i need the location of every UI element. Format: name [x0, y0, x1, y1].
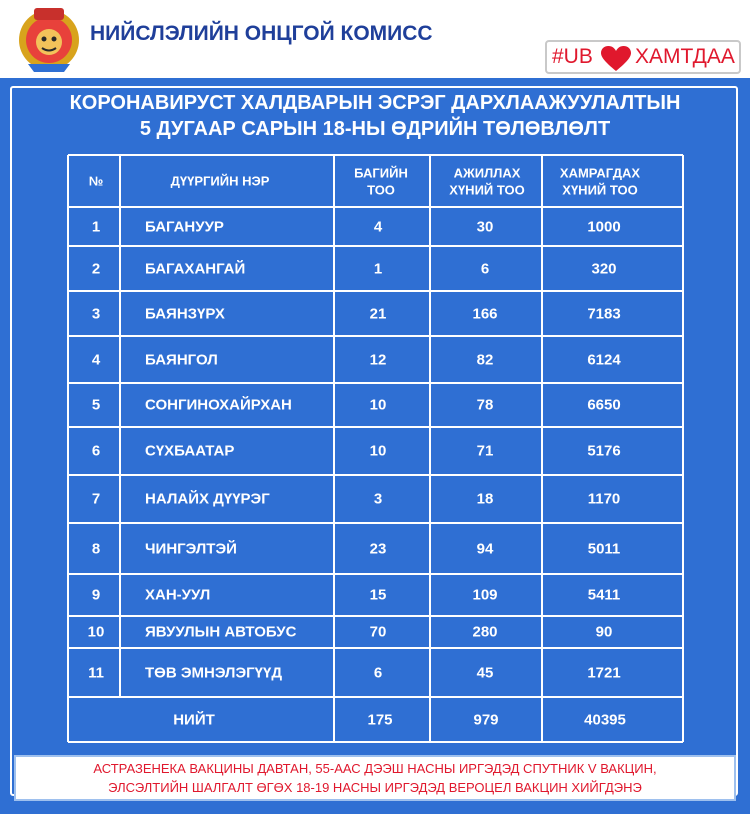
row-district: СҮХБААТАР	[145, 442, 235, 460]
row-district: БАГАНУУР	[145, 218, 224, 235]
row-district: ЧИНГЭЛТЭЙ	[145, 540, 237, 557]
row-workers: 18	[476, 490, 494, 508]
table-column-divider	[333, 155, 335, 742]
row-teams: 3	[373, 490, 383, 508]
badge-word: ХАМТДАА	[635, 45, 735, 68]
row-workers: 78	[476, 396, 494, 414]
row-covered: 320	[591, 260, 617, 277]
row-workers: 71	[476, 442, 494, 460]
page-title-line-2: 5 ДУГААР САРЫН 18-НЫ ӨДРИЙН ТӨЛӨВЛӨЛТ	[139, 118, 611, 140]
row-workers: 94	[476, 540, 494, 557]
header-workers-line1: АЖИЛЛАХ	[453, 165, 521, 181]
ub-together-badge	[545, 40, 741, 74]
table-row-divider	[68, 696, 683, 698]
row-number: 11	[88, 664, 104, 681]
row-workers: 6	[480, 260, 490, 277]
row-covered: 7183	[587, 305, 621, 322]
row-number: 6	[91, 442, 101, 460]
row-teams: 15	[369, 586, 387, 604]
table-row-divider	[68, 335, 683, 337]
row-covered: 5411	[587, 586, 621, 604]
row-workers: 166	[472, 305, 498, 322]
row-workers: 45	[476, 664, 494, 681]
row-covered: 6124	[587, 351, 621, 368]
row-covered: 1721	[587, 664, 621, 681]
row-number: 10	[87, 623, 105, 641]
emblem-icon	[14, 4, 84, 74]
header-covered-line1: ХАМРАГДАХ	[559, 165, 641, 181]
row-district: НАЛАЙХ ДҮҮРЭГ	[145, 490, 270, 508]
table-border-left	[67, 155, 69, 742]
row-teams: 70	[369, 623, 387, 641]
total-label: НИЙТ	[173, 711, 215, 728]
table-column-divider	[429, 155, 431, 742]
table-row-divider	[68, 474, 683, 476]
total-covered: 40395	[584, 711, 626, 728]
row-number: 7	[91, 490, 101, 508]
row-number: 9	[91, 586, 101, 604]
row-teams: 6	[373, 664, 383, 681]
row-number: 8	[91, 540, 101, 557]
row-district: СОНГИНОХАЙРХАН	[145, 396, 292, 414]
row-teams: 10	[369, 442, 387, 460]
row-number: 1	[91, 218, 101, 235]
row-workers: 280	[472, 623, 498, 641]
header-workers-line2: ХҮНИЙ ТОО	[449, 182, 525, 198]
table-column-divider	[119, 155, 121, 697]
row-district: ТӨВ ЭМНЭЛЭГҮҮД	[145, 664, 282, 681]
badge-hashtag: #UB	[552, 45, 593, 68]
footer-note	[14, 755, 736, 801]
row-teams: 23	[369, 540, 387, 557]
table-border-right	[682, 155, 684, 742]
table-row-divider	[68, 573, 683, 575]
row-district: ЯВУУЛЫН АВТОБУС	[145, 623, 297, 641]
row-number: 3	[91, 305, 101, 322]
row-teams: 1	[373, 260, 383, 277]
row-number: 5	[91, 396, 101, 414]
row-covered: 6650	[587, 396, 621, 414]
total-workers: 979	[473, 711, 499, 728]
table-row-divider	[68, 426, 683, 428]
row-teams: 12	[369, 351, 387, 368]
row-covered: 1170	[587, 490, 621, 508]
page-title-line-1: КОРОНАВИРУСТ ХАЛДВАРЫН ЭСРЭГ ДАРХЛААЖУУЛАЛТЫН	[69, 92, 681, 114]
row-workers: 30	[476, 218, 494, 235]
table-row-divider	[68, 382, 683, 384]
organization-name: НИЙСЛЭЛИЙН ОНЦГОЙ КОМИСС	[90, 22, 433, 45]
header-covered-line2: ХҮНИЙ ТОО	[562, 182, 638, 198]
table-row-divider	[68, 522, 683, 524]
row-teams: 4	[373, 218, 383, 235]
footer-line-1: АСТРАЗЕНЕКА ВАКЦИНЫ ДАВТАН, 55-ААС ДЭЭШ НАСНЫ ИРГЭДЭД СПУТНИК V ВАКЦИН,	[93, 761, 657, 776]
row-district: БАГАХАНГАЙ	[145, 260, 246, 277]
table-row-divider	[68, 206, 683, 208]
table-row-divider	[68, 290, 683, 292]
row-district: БАЯНГОЛ	[145, 351, 218, 368]
table-row-divider	[68, 647, 683, 649]
row-covered: 5176	[587, 442, 621, 460]
row-number: 2	[91, 260, 101, 277]
row-number: 4	[91, 351, 101, 368]
row-workers: 82	[476, 351, 494, 368]
table-column-divider	[541, 155, 543, 742]
row-covered: 90	[595, 623, 613, 641]
row-covered: 1000	[587, 218, 621, 235]
row-covered: 5011	[587, 540, 621, 557]
header-district: ДҮҮРГИЙН НЭР	[170, 173, 270, 189]
row-workers: 109	[472, 586, 498, 604]
table-row-divider	[68, 245, 683, 247]
row-district: БАЯНЗҮРХ	[145, 305, 225, 322]
heart-icon	[601, 46, 631, 72]
header-teams-line1: БАГИЙН	[354, 165, 408, 181]
table-row-divider	[68, 741, 683, 743]
table-row-divider	[68, 615, 683, 617]
footer-line-2: ЭЛСЭЛТИЙН ШАЛГАЛТ ӨГӨХ 18-19 НАСНЫ ИРГЭДЭД ВЕРОЦЕЛ ВАКЦИН ХИЙГДЭНЭ	[108, 780, 642, 795]
row-district: ХАН-УУЛ	[145, 586, 211, 604]
header-teams-line2: ТОО	[367, 182, 395, 198]
header-bar	[0, 0, 750, 78]
table-row-divider	[68, 154, 683, 156]
total-teams: 175	[367, 711, 393, 728]
row-teams: 10	[369, 396, 387, 414]
row-teams: 21	[369, 305, 387, 322]
header-no: №	[88, 173, 104, 189]
